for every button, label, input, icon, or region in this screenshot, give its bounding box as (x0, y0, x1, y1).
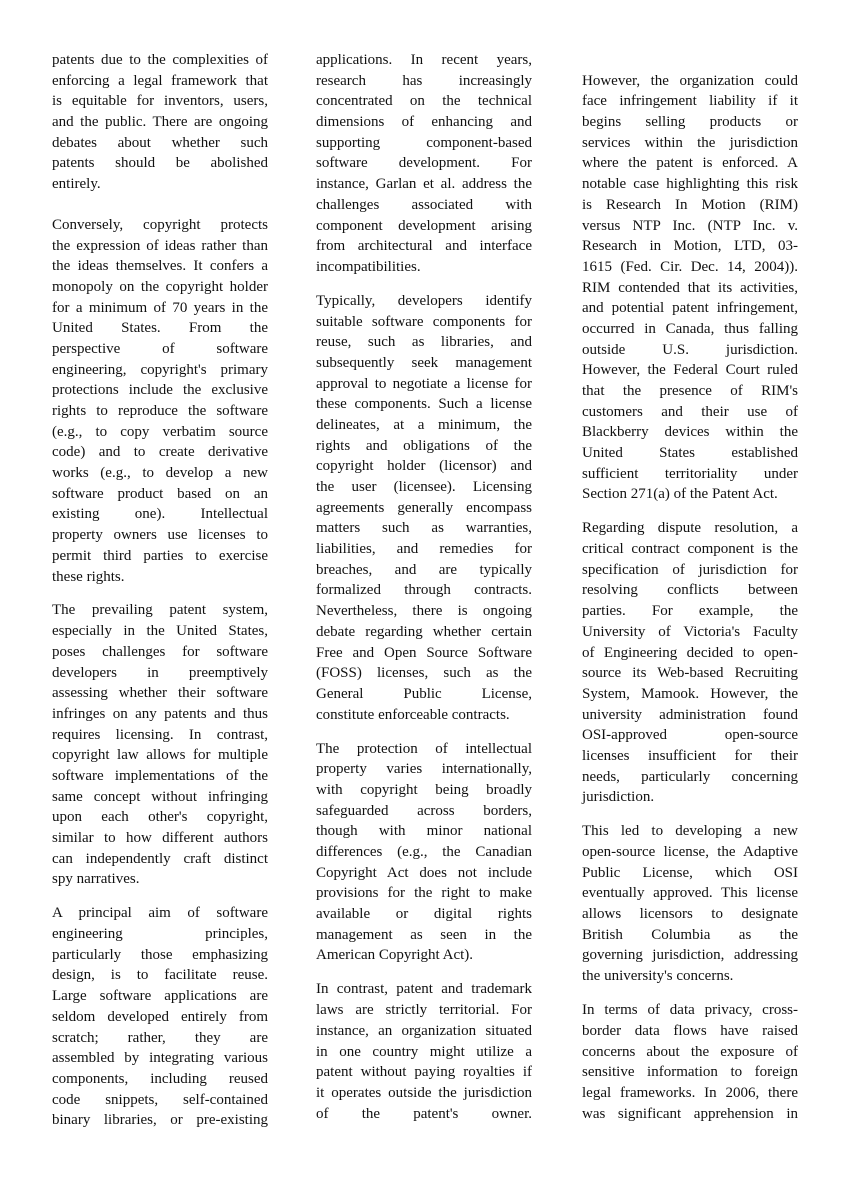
text-line: same concept without infringing (52, 788, 268, 805)
paragraph (582, 71, 798, 505)
text-line: dimensions of enhancing and (316, 114, 532, 131)
text-line: This led to developing a new (582, 823, 798, 840)
paragraph (52, 903, 268, 1131)
text-line: entirely. (52, 176, 101, 193)
text-line: eventually approved. This license (582, 885, 798, 902)
text-line: safeguarded across borders, (316, 802, 532, 819)
paragraph (316, 50, 532, 278)
text-line: code snippets, self-contained (52, 1091, 268, 1108)
text-line: rights to reproduce the software (52, 403, 268, 419)
text-line: is Research In Motion (RIM) (582, 196, 798, 213)
text-line: subsequently seek management (316, 354, 532, 371)
paragraph (316, 739, 532, 967)
text-line: patents due to the complexities of (52, 52, 268, 68)
text-line: OSI-approved open-source (582, 727, 798, 744)
text-line: General Public License, (316, 685, 532, 702)
text-line: can independently craft distinct (52, 850, 268, 867)
text-line: The prevailing patent system, (52, 602, 268, 619)
text-line: where the patent is enforced. A (582, 155, 798, 172)
text-line: American Copyright Act). (316, 947, 474, 964)
text-line: constitute enforceable contracts. (316, 706, 510, 723)
text-line: these components. Such a license (316, 396, 532, 413)
text-line: instance, an organization situated (316, 1022, 532, 1039)
text-line: of Engineering decided to open- (582, 644, 798, 661)
text-column-3 (582, 71, 798, 1138)
text-line: liabilities, and remedies for (316, 541, 532, 558)
text-line: particularly those emphasizing (52, 946, 268, 963)
text-line: copyright holder (licensor) and (316, 458, 532, 475)
text-line: specification of jurisdiction for (582, 561, 798, 578)
text-line: supporting component-based (316, 134, 532, 151)
text-line: university administration found (582, 706, 798, 723)
paragraph (582, 1000, 798, 1124)
text-line: patents should be abolished (52, 155, 268, 172)
text-line: seldom developed entirely from (52, 1008, 268, 1025)
paragraph (582, 821, 798, 987)
text-line: In contrast, patent and trademark (316, 981, 532, 998)
text-line: components, including reused (52, 1070, 268, 1087)
text-line: works (e.g., to develop a new (52, 465, 268, 482)
text-line: critical contract component is the (582, 541, 798, 558)
paragraph (316, 979, 532, 1124)
text-line: Regarding dispute resolution, a (582, 520, 798, 537)
text-line: applications. In recent years, (316, 52, 532, 68)
text-line: the ideas themselves. It confers a (52, 258, 268, 275)
text-line: allows licensors to designate (582, 906, 798, 923)
text-line: requires licensing. In contrast, (52, 726, 268, 743)
text-line: sufficient territoriality under (582, 465, 798, 482)
text-line: in one country might utilize a (316, 1043, 532, 1060)
text-line: for a minimum of 70 years in the (52, 299, 268, 316)
text-column-1 (52, 50, 268, 1144)
text-line: code) and to create derivative (52, 444, 268, 461)
text-line: that the presence of RIM's (582, 383, 798, 399)
text-line: Public License, which OSI (582, 864, 798, 881)
text-line: rights and obligations of the (316, 437, 532, 454)
text-line: assessing whether their software (52, 685, 268, 702)
text-line: breaches, and are typically (316, 561, 532, 578)
text-line: software product based on an (52, 485, 268, 502)
text-line: developers in preemptively (52, 664, 268, 681)
text-line: assembled by integrating various (52, 1050, 268, 1067)
text-column-2 (316, 50, 532, 1138)
text-line: the user (licensee). Licensing (316, 479, 532, 496)
text-line: from architectural and interface (316, 238, 532, 255)
text-line: Blackberry devices within the (582, 424, 798, 441)
text-line: System, Mamook. However, the (582, 685, 798, 702)
text-line: research has increasingly (316, 72, 532, 89)
text-line: Typically, developers identify (316, 292, 532, 309)
text-line: protections include the exclusive (52, 382, 268, 399)
text-line: available or digital rights (316, 906, 532, 923)
text-line: enforcing a legal framework that (52, 72, 268, 89)
text-line: software development. For (316, 155, 532, 172)
text-line: and the public. There are ongoing (52, 114, 268, 131)
text-line: parties. For example, the (582, 603, 798, 620)
text-line: software implementations of the (52, 767, 268, 784)
text-line: challenges associated with (316, 196, 532, 213)
text-line: it operates outside the jurisdiction (316, 1084, 532, 1101)
text-line: reuse, such as libraries, and (316, 334, 532, 351)
text-line: delineates, at a minimum, the (316, 416, 532, 433)
text-line: legal frameworks. In 2006, there (582, 1084, 798, 1101)
text-line: (e.g., to copy verbatim source (52, 423, 268, 440)
text-line: was significant apprehension in (582, 1105, 798, 1122)
paragraph (582, 518, 798, 808)
text-line: Research in Motion, LTD, 03- (582, 238, 798, 255)
paragraph (316, 291, 532, 725)
text-line: services within the jurisdiction (582, 134, 798, 151)
text-line: management as seen in the (316, 926, 532, 943)
text-line: the expression of ideas rather than (52, 237, 268, 254)
text-line: begins selling products or (582, 114, 798, 131)
paragraph (52, 50, 268, 195)
text-line: copyright law allows for multiple (52, 747, 268, 764)
text-line: border data flows have raised (582, 1022, 798, 1039)
text-line: United States. From the (52, 320, 268, 337)
text-line: British Columbia as the (582, 926, 798, 943)
text-line: instance, Garlan et al. address the (316, 176, 532, 193)
text-line: binary libraries, or pre-existing (52, 1112, 268, 1129)
text-line: United States established (582, 445, 798, 462)
text-line: customers and their use of (582, 403, 798, 420)
text-line: incompatibilities. (316, 258, 421, 275)
text-line: Copyright Act does not include (316, 864, 532, 881)
paragraph (52, 215, 268, 587)
text-line: upon each other's copyright, (52, 809, 268, 826)
text-line: debates about whether such (52, 134, 268, 151)
text-line: engineering principles, (52, 926, 268, 943)
text-line: and potential patent infringement, (582, 300, 798, 317)
text-line: University of Victoria's Faculty (582, 623, 798, 640)
text-line: existing one). Intellectual (52, 506, 268, 523)
text-line: property varies internationally, (316, 761, 532, 778)
text-line: face infringement liability if it (582, 93, 798, 110)
paragraph (52, 600, 268, 890)
text-line: permit third parties to exercise (52, 547, 268, 564)
text-line: debate regarding whether certain (316, 623, 532, 640)
text-line: suitable software components for (316, 313, 532, 330)
text-line: governing jurisdiction, addressing (582, 947, 798, 964)
text-line: with copyright being broadly (316, 781, 532, 798)
text-line: licenses insufficient for their (582, 747, 798, 764)
text-line: monopoly on the copyright holder (52, 278, 268, 295)
text-line: needs, particularly concerning (582, 768, 798, 785)
text-line: 1615 (Fed. Cir. Dec. 14, 2004)). (582, 258, 798, 275)
text-line: patent without paying royalties if (316, 1064, 532, 1081)
text-line: RIM contended that its activities, (582, 279, 798, 296)
text-line: these rights. (52, 568, 125, 585)
text-line: Section 271(a) of the Patent Act. (582, 486, 778, 503)
text-line: open-source license, the Adaptive (582, 844, 798, 861)
text-line: is equitable for inventors, users, (52, 93, 268, 110)
text-line: of the patent's owner. (316, 1105, 532, 1122)
text-line: laws are strictly territorial. For (316, 1002, 532, 1019)
text-line: occurred in Canada, thus falling (582, 320, 798, 337)
text-line: source its Web-based Recruiting (582, 665, 798, 682)
text-line: scratch; rather, they are (52, 1029, 268, 1046)
text-line: Conversely, copyright protects (52, 216, 268, 233)
text-line: approval to negotiate a license for (316, 375, 532, 392)
text-line: spy narratives. (52, 871, 140, 888)
text-line: (FOSS) licenses, such as the (316, 665, 532, 682)
text-line: provisions for the right to make (316, 885, 532, 902)
text-line: property owners use licenses to (52, 527, 268, 544)
text-line: The protection of intellectual (316, 740, 532, 757)
text-line: similar to how different authors (52, 830, 268, 847)
text-line: A principal aim of software (52, 905, 268, 922)
text-line: notable case highlighting this risk (582, 176, 798, 193)
text-line: resolving conflicts between (582, 582, 798, 599)
text-line: In terms of data privacy, cross- (582, 1002, 798, 1019)
text-line: However, the Federal Court ruled (582, 362, 798, 379)
text-line: though with minor national (316, 823, 532, 840)
text-line: formalized through contracts. (316, 582, 532, 599)
text-line: engineering, copyright's primary (52, 361, 268, 378)
text-line: design, is to facilitate reuse. (52, 967, 268, 984)
text-line: poses challenges for software (52, 643, 268, 660)
text-line: concerns about the exposure of (582, 1043, 798, 1060)
text-line: especially in the United States, (52, 623, 268, 640)
text-line: differences (e.g., the Canadian (316, 844, 532, 861)
text-line: agreements generally encompass (316, 499, 532, 516)
text-line: jurisdiction. (582, 789, 655, 806)
text-line: concentrated on the technical (316, 93, 532, 110)
text-line: Large software applications are (52, 988, 268, 1005)
text-line: Nevertheless, there is ongoing (316, 603, 532, 620)
text-line: Free and Open Source Software (316, 644, 532, 661)
text-line: component development arising (316, 217, 532, 234)
text-line: sensitive information to foreign (582, 1064, 798, 1081)
text-line: infringes on any patents and thus (52, 705, 268, 722)
text-line: outside U.S. jurisdiction. (582, 341, 798, 358)
text-line: matters such as warranties, (316, 520, 532, 537)
text-line: the university's concerns. (582, 968, 734, 985)
text-line: perspective of software (52, 340, 268, 357)
text-line: versus NTP Inc. (NTP Inc. v. (582, 217, 798, 234)
text-line: However, the organization could (582, 72, 798, 89)
